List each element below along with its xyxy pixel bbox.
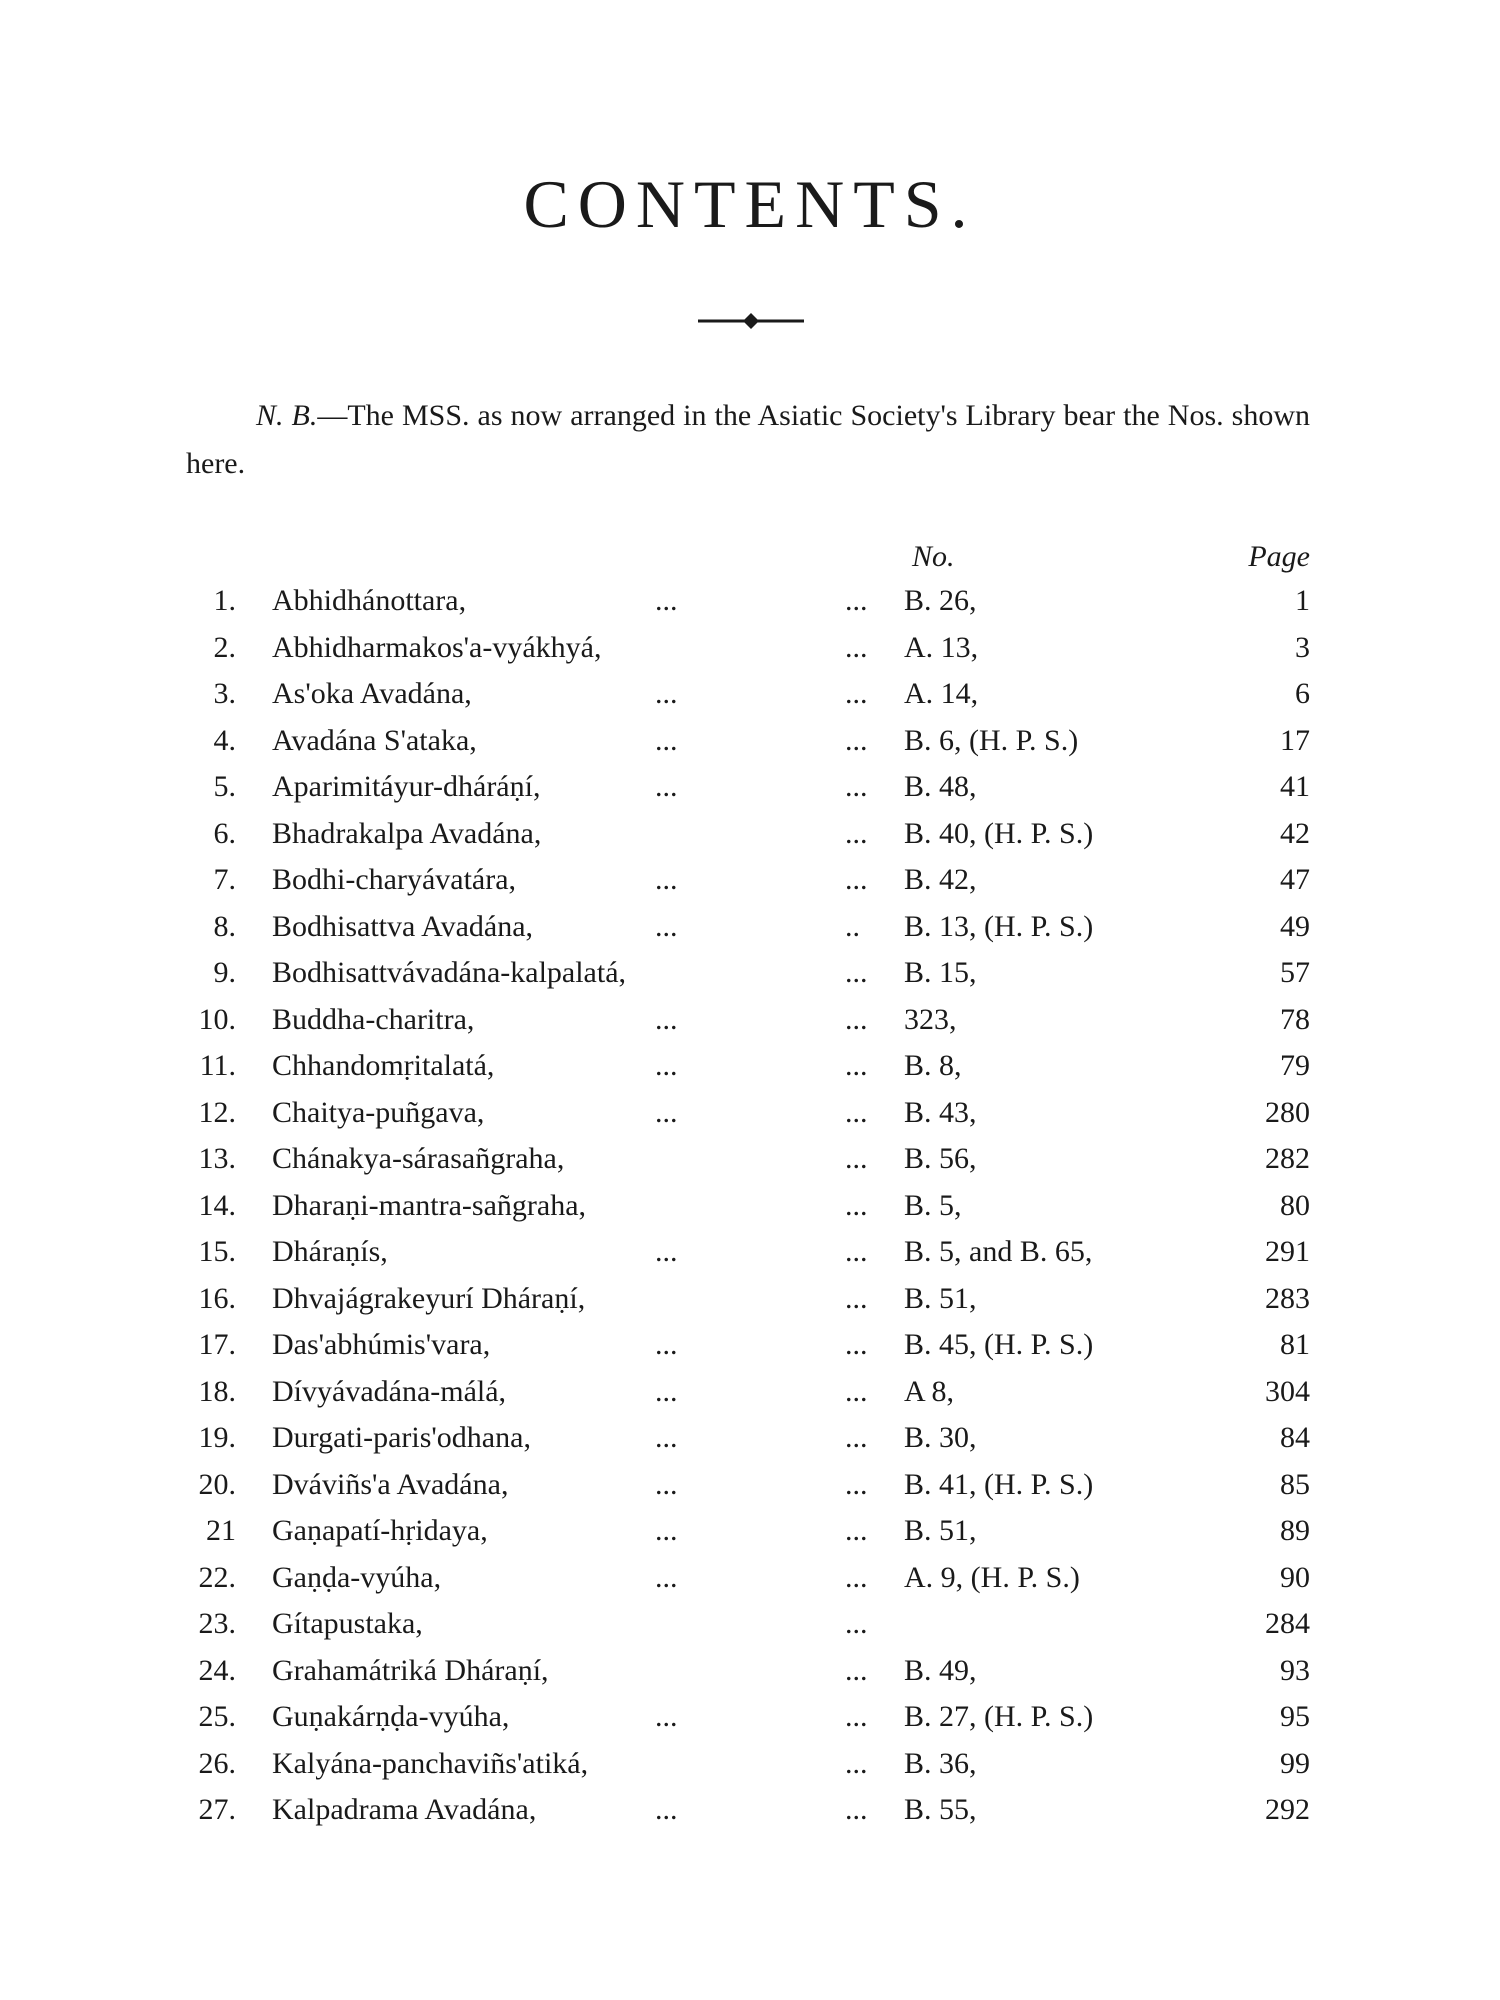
- leader-dots: ...: [655, 770, 678, 803]
- manuscript-number: B. 48,: [904, 770, 977, 803]
- leader-dots: ...: [655, 1002, 678, 1036]
- entry-title: Buddha-charitra,: [272, 1002, 475, 1036]
- page-number: 89: [1280, 1514, 1310, 1547]
- entry-title: Durgati-paris'odhana,: [272, 1421, 531, 1454]
- leader-dots: ...: [655, 1095, 678, 1129]
- column-heading-number: No.: [912, 540, 955, 573]
- leader-dots: ...: [655, 1421, 678, 1454]
- contents-row: [0, 671, 1500, 718]
- leader-dots: ...: [845, 1421, 868, 1454]
- entry-title: Abhidhánottara,: [272, 584, 467, 617]
- page-number: 17: [1280, 723, 1310, 757]
- page-title: CONTENTS.: [523, 166, 977, 242]
- leader-dots: ...: [845, 677, 868, 710]
- entry-title: Bhadrakalpa Avadána,: [272, 816, 542, 850]
- leader-dots: ...: [655, 1235, 678, 1268]
- entry-number: 14.: [198, 1188, 236, 1222]
- entry-number: 10.: [198, 1002, 236, 1036]
- page-number: 49: [1280, 909, 1310, 943]
- leader-dots: ...: [845, 1235, 868, 1268]
- manuscript-number: B. 36,: [904, 1746, 977, 1780]
- manuscript-number: B. 30,: [904, 1421, 977, 1454]
- page-number: 1: [1295, 584, 1310, 617]
- manuscript-number: B. 15,: [904, 956, 977, 989]
- entry-number: 2.: [213, 630, 236, 664]
- manuscript-number: B. 55,: [904, 1793, 977, 1826]
- entry-number: 7.: [213, 863, 236, 896]
- entry-number: 21: [206, 1514, 236, 1547]
- entry-title: Guṇakárṇḍa-vyúha,: [272, 1700, 510, 1733]
- page-number: 84: [1280, 1421, 1310, 1454]
- entry-number: 26.: [198, 1746, 236, 1780]
- manuscript-number: A. 9, (H. P. S.): [904, 1560, 1080, 1594]
- note-label: N. B.: [256, 399, 318, 432]
- editorial-note: [186, 392, 1310, 488]
- entry-number: 18.: [198, 1374, 236, 1408]
- manuscript-number: A. 13,: [904, 630, 979, 664]
- page-number: 95: [1280, 1700, 1310, 1733]
- leader-dots: ...: [655, 677, 678, 710]
- leader-dots: ...: [845, 1607, 868, 1640]
- entry-title: Gaṇapatí-hṛidaya,: [272, 1514, 488, 1547]
- entry-title: Abhidharmakos'a-vyákhyá,: [272, 630, 602, 664]
- diamond-rule-icon: [698, 312, 804, 330]
- page-number: 304: [1265, 1374, 1310, 1408]
- leader-dots: ...: [845, 1142, 868, 1175]
- entry-number: 5.: [213, 770, 236, 803]
- entry-number: 27.: [198, 1793, 236, 1826]
- entry-number: 12.: [198, 1095, 236, 1129]
- contents-row: [0, 1276, 1500, 1323]
- leader-dots: ...: [655, 1049, 678, 1082]
- entry-title: As'oka Avadána,: [272, 677, 472, 710]
- entry-number: 9.: [213, 956, 236, 989]
- entry-title: Dharaṇi-mantra-sañgraha,: [272, 1188, 587, 1222]
- leader-dots: ...: [655, 1560, 678, 1594]
- page-number: 41: [1280, 770, 1310, 803]
- manuscript-number: B. 49,: [904, 1653, 977, 1687]
- contents-row: [0, 1462, 1500, 1509]
- entry-number: 11.: [199, 1049, 236, 1082]
- manuscript-number: B. 40, (H. P. S.): [904, 816, 1094, 850]
- contents-row: [0, 578, 1500, 625]
- contents-row: [0, 1183, 1500, 1230]
- page-number: 42: [1280, 816, 1310, 850]
- manuscript-number: B. 26,: [904, 584, 977, 617]
- entry-number: 25.: [198, 1700, 236, 1733]
- page-number: 78: [1280, 1002, 1310, 1036]
- page-number: 79: [1280, 1049, 1310, 1082]
- contents-row: [0, 718, 1500, 765]
- page-number: 90: [1280, 1560, 1310, 1594]
- manuscript-number: B. 43,: [904, 1095, 977, 1129]
- contents-row: [0, 950, 1500, 997]
- leader-dots: ...: [655, 1374, 678, 1408]
- entry-title: Avadána S'ataka,: [272, 723, 477, 757]
- entry-number: 20.: [198, 1467, 236, 1501]
- page-number: 85: [1280, 1467, 1310, 1501]
- entry-number: 8.: [213, 909, 236, 943]
- entry-number: 15.: [198, 1235, 236, 1268]
- entry-title: Bodhisattvávadána-kalpalatá,: [272, 956, 627, 989]
- entry-number: 6.: [213, 816, 236, 850]
- manuscript-number: B. 51,: [904, 1281, 977, 1315]
- leader-dots: ...: [655, 584, 678, 617]
- contents-row: [0, 1648, 1500, 1695]
- entry-number: 17.: [198, 1328, 236, 1361]
- entry-title: Dváviñs'a Avadána,: [272, 1467, 509, 1501]
- entry-number: 19.: [198, 1421, 236, 1454]
- leader-dots: ...: [655, 1793, 678, 1826]
- contents-row: [0, 1369, 1500, 1416]
- page-number: 280: [1265, 1095, 1310, 1129]
- page-number: 93: [1280, 1653, 1310, 1687]
- leader-dots: ...: [845, 1374, 868, 1408]
- leader-dots: ...: [655, 1328, 678, 1361]
- entry-title: Bodhi-charyávatára,: [272, 863, 517, 896]
- page-number: 57: [1280, 956, 1310, 989]
- entry-number: 3.: [213, 677, 236, 710]
- leader-dots: ...: [845, 1049, 868, 1082]
- leader-dots: ...: [845, 1188, 868, 1222]
- entry-title: Dháraṇís,: [272, 1235, 388, 1268]
- leader-dots: ...: [845, 1002, 868, 1036]
- entry-title: Das'abhúmis'vara,: [272, 1328, 491, 1361]
- contents-row: [0, 625, 1500, 672]
- note-text: —The MSS. as now arranged in the Asiatic Society's Library bear the Nos. shown here.: [186, 399, 1310, 480]
- page-number: 6: [1295, 677, 1310, 710]
- contents-row: [0, 1601, 1500, 1648]
- page-number: 47: [1280, 863, 1310, 896]
- leader-dots: ...: [845, 1700, 868, 1733]
- entry-title: Dívyávadána-málá,: [272, 1374, 507, 1408]
- leader-dots: ...: [845, 1467, 868, 1501]
- manuscript-number: B. 42,: [904, 863, 977, 896]
- contents-row: [0, 1136, 1500, 1183]
- contents-row: [0, 764, 1500, 811]
- entry-number: 24.: [198, 1653, 236, 1687]
- entry-title: Kalyána-panchaviñs'atiká,: [272, 1746, 589, 1780]
- contents-row: [0, 1322, 1500, 1369]
- leader-dots: ...: [845, 1746, 868, 1780]
- contents-row: [0, 1694, 1500, 1741]
- leader-dots: ...: [845, 584, 868, 617]
- manuscript-number: B. 41, (H. P. S.): [904, 1467, 1094, 1501]
- page-number: 282: [1265, 1142, 1310, 1175]
- manuscript-number: B. 5,: [904, 1188, 962, 1222]
- page-number: 80: [1280, 1188, 1310, 1222]
- leader-dots: ...: [655, 909, 678, 943]
- leader-dots: ...: [655, 1700, 678, 1733]
- entry-title: Chaitya-puñgava,: [272, 1095, 485, 1129]
- contents-list: [0, 578, 1500, 1834]
- entry-title: Gítapustaka,: [272, 1607, 423, 1640]
- page-number: 99: [1280, 1746, 1310, 1780]
- leader-dots: ...: [655, 723, 678, 757]
- manuscript-number: B. 56,: [904, 1142, 977, 1175]
- contents-row: [0, 811, 1500, 858]
- manuscript-number: 323,: [904, 1002, 957, 1036]
- entry-number: 22.: [198, 1560, 236, 1594]
- leader-dots: ...: [845, 1328, 868, 1361]
- page-number: 284: [1265, 1607, 1310, 1640]
- leader-dots: ...: [845, 816, 868, 850]
- leader-dots: ...: [845, 1095, 868, 1129]
- contents-row: [0, 1555, 1500, 1602]
- page-number: 291: [1265, 1235, 1310, 1268]
- entry-number: 16.: [198, 1281, 236, 1315]
- entry-title: Dhvajágrakeyurí Dháraṇí,: [272, 1281, 586, 1315]
- leader-dots: ...: [845, 770, 868, 803]
- page-number: 3: [1295, 630, 1310, 664]
- leader-dots: ..: [845, 909, 860, 943]
- entry-title: Kalpadrama Avadána,: [272, 1793, 537, 1826]
- page-number: 283: [1265, 1281, 1310, 1315]
- entry-number: 23.: [198, 1607, 236, 1640]
- entry-number: 13.: [198, 1142, 236, 1175]
- entry-title: Gaṇḍa-vyúha,: [272, 1560, 442, 1594]
- entry-title: Chhandomṛitalatá,: [272, 1049, 495, 1082]
- manuscript-number: B. 8,: [904, 1049, 962, 1082]
- contents-row: [0, 1508, 1500, 1555]
- manuscript-number: B. 6, (H. P. S.): [904, 723, 1079, 757]
- contents-row: [0, 904, 1500, 951]
- contents-row: [0, 857, 1500, 904]
- column-heading-page: Page: [1248, 540, 1310, 573]
- manuscript-number: A. 14,: [904, 677, 979, 710]
- entry-title: Grahamátriká Dháraṇí,: [272, 1653, 549, 1687]
- page-number: 292: [1265, 1793, 1310, 1826]
- leader-dots: ...: [845, 1653, 868, 1687]
- leader-dots: ...: [845, 723, 868, 757]
- contents-row: [0, 1090, 1500, 1137]
- contents-row: [0, 1043, 1500, 1090]
- contents-row: [0, 997, 1500, 1044]
- contents-row: [0, 1415, 1500, 1462]
- leader-dots: ...: [845, 1281, 868, 1315]
- leader-dots: ...: [845, 1514, 868, 1547]
- entry-number: 1.: [213, 584, 236, 617]
- contents-row: [0, 1229, 1500, 1276]
- entry-title: Bodhisattva Avadána,: [272, 909, 534, 943]
- manuscript-number: A 8,: [904, 1374, 955, 1408]
- leader-dots: ...: [845, 956, 868, 989]
- leader-dots: ...: [655, 1467, 678, 1501]
- leader-dots: ...: [655, 1514, 678, 1547]
- leader-dots: ...: [845, 1560, 868, 1594]
- leader-dots: ...: [845, 863, 868, 896]
- manuscript-number: B. 51,: [904, 1514, 977, 1547]
- page-number: 81: [1280, 1328, 1310, 1361]
- entry-title: Chánakya-sárasañgraha,: [272, 1142, 565, 1175]
- manuscript-number: B. 45, (H. P. S.): [904, 1328, 1094, 1361]
- leader-dots: ...: [845, 1793, 868, 1826]
- contents-row: [0, 1741, 1500, 1788]
- leader-dots: ...: [655, 863, 678, 896]
- leader-dots: ...: [845, 630, 868, 664]
- entry-title: Aparimitáyur-dháráṇí,: [272, 770, 541, 803]
- manuscript-number: B. 13, (H. P. S.): [904, 909, 1094, 943]
- contents-row: [0, 1787, 1500, 1834]
- entry-number: 4.: [213, 723, 236, 757]
- manuscript-number: B. 5, and B. 65,: [904, 1235, 1093, 1268]
- manuscript-number: B. 27, (H. P. S.): [904, 1700, 1094, 1733]
